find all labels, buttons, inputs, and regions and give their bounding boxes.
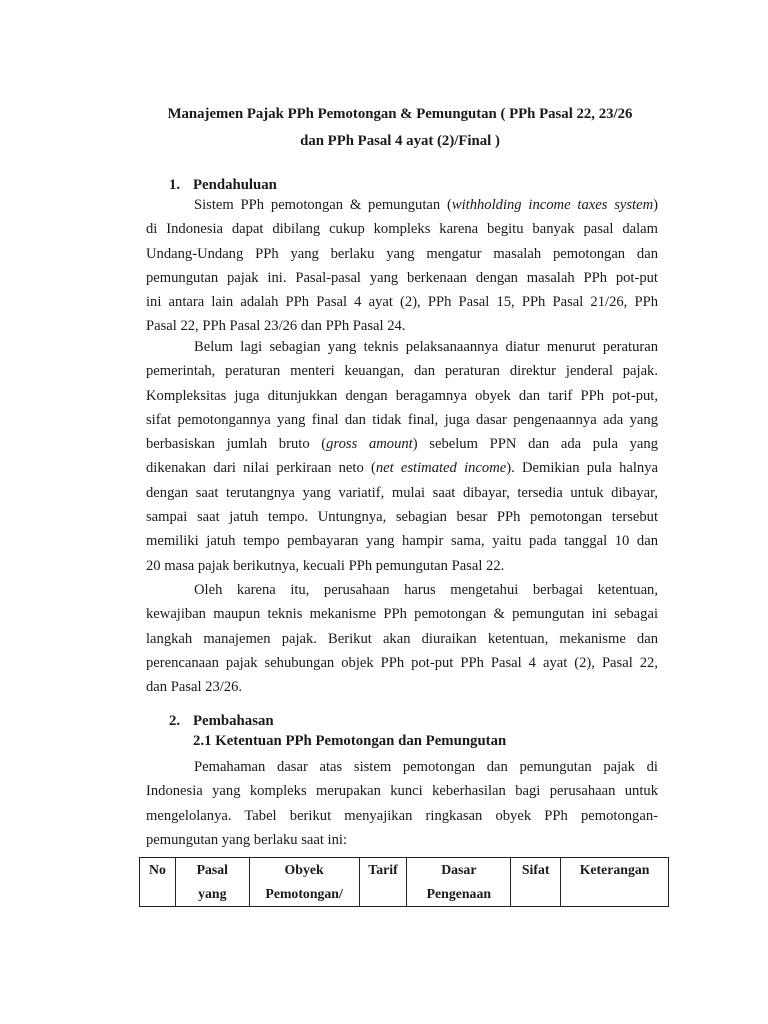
- text-line: Pasal 22, PPh Pasal 23/26 dan PPh Pasal 24.: [146, 318, 406, 335]
- table-header-cell: [407, 858, 511, 907]
- header-text: Pengenaan: [426, 886, 492, 901]
- section-2-paragraph: [146, 755, 658, 852]
- tax-object-table: [139, 857, 669, 907]
- document-title: [100, 101, 700, 155]
- header-text: Obyek: [284, 862, 324, 877]
- italic-term: gross amount: [326, 436, 413, 453]
- table-header-cell: [140, 858, 176, 907]
- text-line: sampai saat jatuh tempo. Untungnya, sebagian besar PPh pemotongan tersebut: [146, 509, 658, 526]
- text-line: 20 masa pajak berikutnya, kecuali PPh pemungutan Pasal 22.: [146, 557, 505, 574]
- section-1-number: 1.: [169, 177, 181, 193]
- title-line-1: Manajemen Pajak PPh Pemotongan & Pemungutan ( PPh Pasal 22, 23/26: [167, 106, 633, 122]
- table-header-cell: [175, 858, 249, 907]
- section-1-paragraph-1: [146, 193, 658, 339]
- header-text: Keterangan: [579, 862, 650, 877]
- section-1-heading: Pendahuluan: [193, 177, 277, 193]
- header-text: yang: [198, 886, 227, 901]
- table-header-row: [140, 858, 669, 907]
- header-text: No: [149, 862, 166, 877]
- text-line: dikenakan dari nilai perkiraan neto (net estimated income). Demikian pula halnya: [146, 460, 658, 477]
- header-text: Tarif: [368, 862, 398, 877]
- table-header-cell: [359, 858, 407, 907]
- text-line: Pemahaman dasar atas sistem pemotongan dan pemungutan pajak di: [194, 759, 658, 775]
- text-line: sifat pemotongannya yang final dan tidak final, juga dasar pengenaannya ada yang: [146, 411, 658, 428]
- table-header-cell: [249, 858, 359, 907]
- table-header-cell: [561, 858, 669, 907]
- text-line: Indonesia yang kompleks merupakan kunci keberhasilan bagi perusahaan untuk: [146, 783, 658, 800]
- text-line: berbasiskan jumlah bruto (gross amount) sebelum PPN dan ada pula yang: [146, 436, 658, 453]
- text-line: pemerintah, peraturan menteri keuangan, dan peraturan direktur jenderal pajak.: [146, 363, 658, 380]
- text-line: pemungutan yang berlaku saat ini:: [146, 831, 348, 848]
- title-line-2: dan PPh Pasal 4 ayat (2)/Final ): [300, 133, 500, 149]
- text-line: Sistem PPh pemotongan & pemungutan (withholding income taxes system): [194, 197, 658, 213]
- section-1-paragraph-3: [146, 578, 658, 699]
- header-text: Pemotongan/: [265, 886, 343, 901]
- text-line: memiliki jatuh tempo pembayaran yang hampir sama, yaitu pada tanggal 10 dan: [146, 533, 658, 550]
- header-text: Pasal: [196, 862, 229, 877]
- text-line: di Indonesia dapat dibilang cukup kompleks karena begitu banyak pasal dalam: [146, 221, 658, 238]
- text-line: Oleh karena itu, perusahaan harus mengetahui berbagai ketentuan,: [194, 582, 658, 598]
- text-line: Kompleksitas juga ditunjukkan dengan beragamnya obyek dan tarif PPh pot-put,: [146, 387, 658, 404]
- section-1-paragraph-2: [146, 335, 658, 578]
- table-header-cell: [511, 858, 561, 907]
- text-line: Undang-Undang PPh yang berlaku yang mengatur masalah pemotongan dan: [146, 245, 658, 262]
- section-2-1-subheading: 2.1 Ketentuan PPh Pemotongan dan Pemungutan: [193, 733, 507, 749]
- section-2-number: 2.: [169, 713, 181, 729]
- text-line: langkah manajemen pajak. Berikut akan diuraikan ketentuan, mekanisme dan: [146, 630, 658, 647]
- text-line: dan Pasal 23/26.: [146, 679, 243, 696]
- header-text: Dasar: [441, 862, 477, 877]
- text-line: dengan saat terutangnya yang variatif, mulai saat dibayar, tersedia untuk dibayar,: [146, 484, 658, 501]
- text-line: pemungutan pajak ini. Pasal-pasal yang berkenaan dengan masalah PPh pot-put: [146, 269, 658, 286]
- text-line: ini antara lain adalah PPh Pasal 4 ayat (2), PPh Pasal 15, PPh Pasal 21/26, PPh: [146, 294, 658, 311]
- italic-term: net estimated income: [375, 460, 507, 477]
- header-text: Sifat: [521, 862, 550, 877]
- text-line: mengelolanya. Tabel berikut menyajikan ringkasan obyek PPh pemotongan-: [146, 807, 658, 824]
- text-line: Belum lagi sebagian yang teknis pelaksanaannya diatur menurut peraturan: [194, 339, 658, 355]
- section-2-heading: Pembahasan: [193, 713, 274, 729]
- text-line: perencanaan pajak sehubungan objek PPh pot-put PPh Pasal 4 ayat (2), Pasal 22,: [146, 654, 658, 671]
- text-line: kewajiban maupun teknis mekanisme PPh pemotongan & pemungutan ini sebagai: [146, 606, 658, 623]
